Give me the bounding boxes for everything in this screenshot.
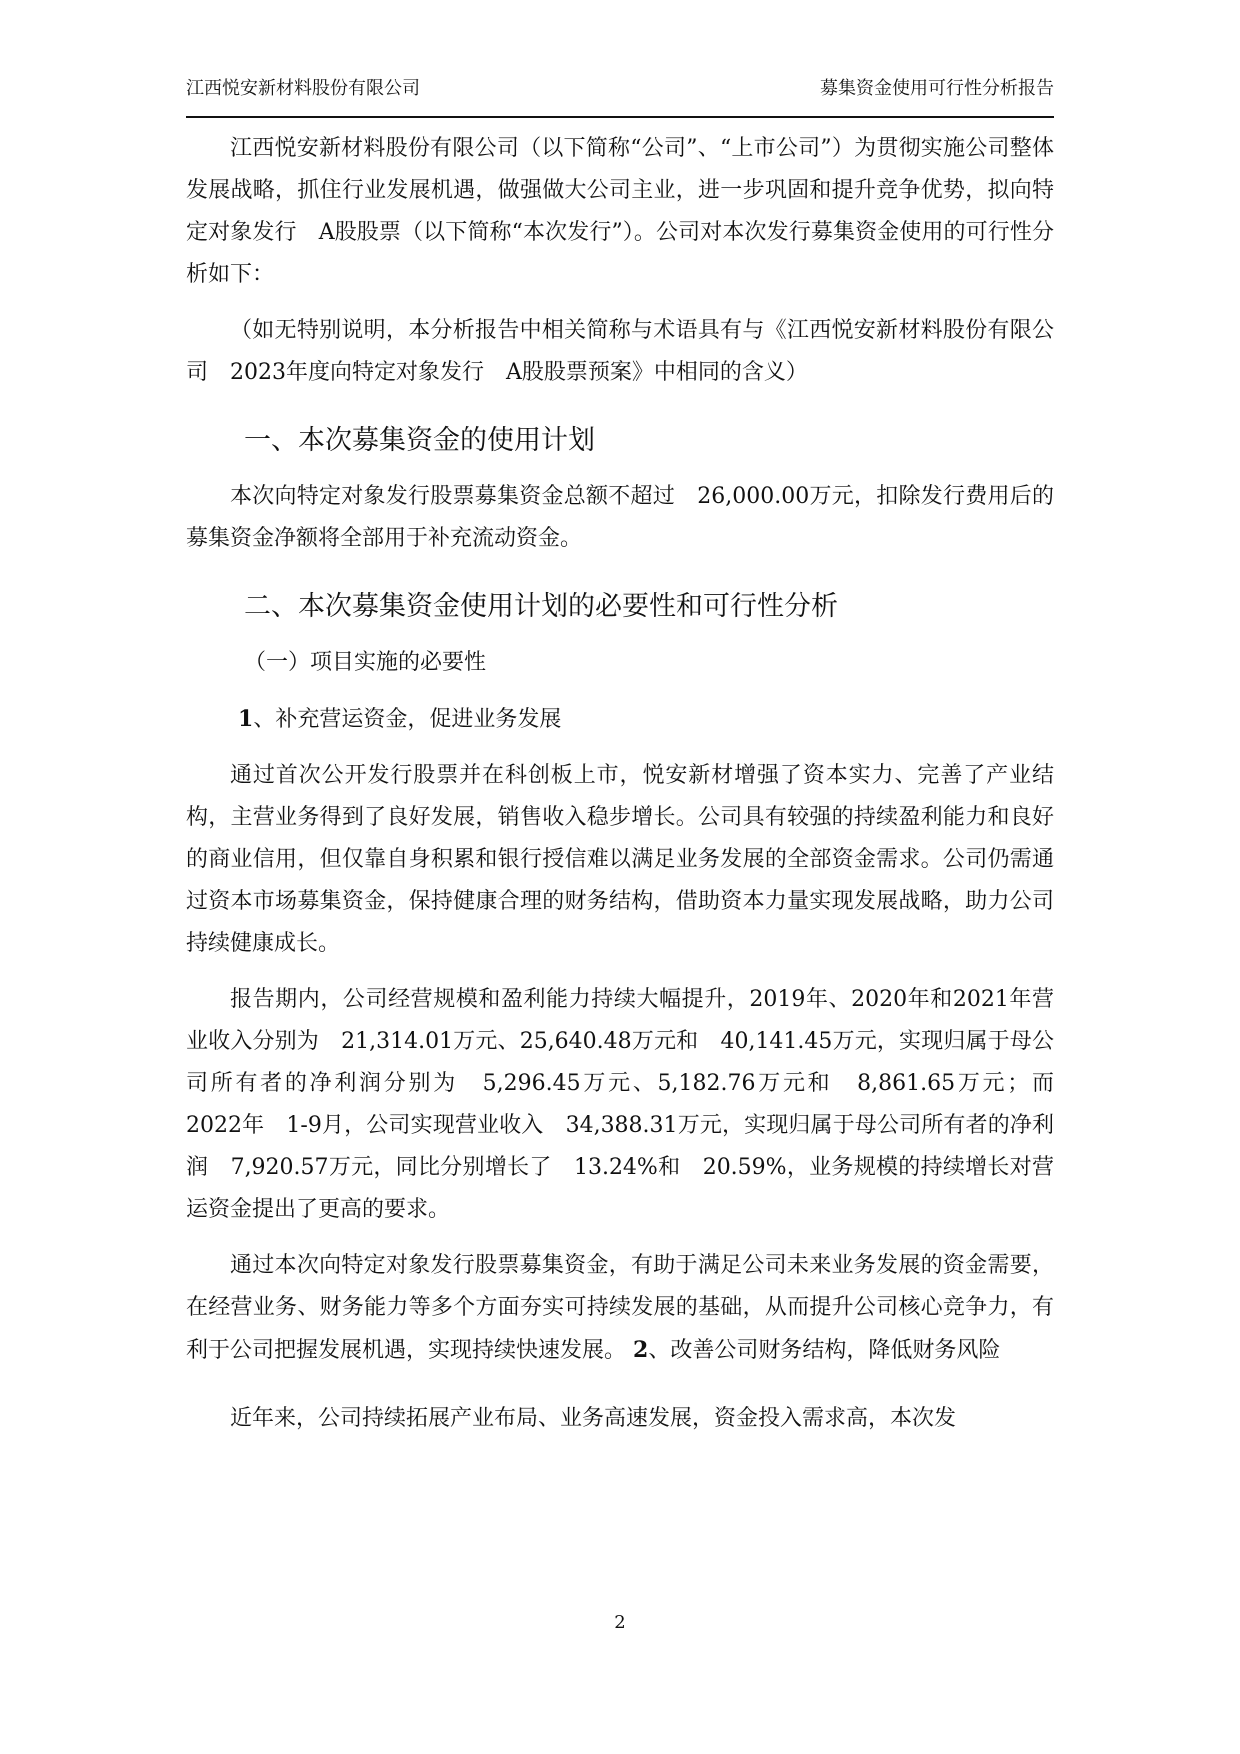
definition-note: （如无特别说明，本分析报告中相关简称与术语具有与《江西悦安新材料股份有限公司 2023年度向特定对象发行 A股股票预案》中相同的含义）	[186, 318, 1054, 385]
item-number: 1	[238, 706, 254, 732]
section-heading-1: 一、本次募集资金的使用计划	[244, 425, 595, 456]
paragraph-text: 通过本次向特定对象发行股票募集资金，有助于满足公司未来业务发展的资金需要，在经营业务、财务能力等多个方面夯实可持续发展的基础，从而提升公司核心竞争力，有利于公司把握发展机遇，实现持续快速发展。	[186, 1253, 1054, 1363]
document-body	[186, 128, 1077, 1440]
header-report-title: 募集资金使用可行性分析报告	[820, 78, 1054, 99]
funding-plan-paragraph: 本次向特定对象发行股票募集资金总额不超过 26,000.00万元，扣除发行费用后的募集资金净额将全部用于补充流动资金。	[186, 484, 1054, 551]
body-paragraph	[186, 1245, 1054, 1372]
item-title: 、改善公司财务结构，降低财务风险	[648, 1338, 1001, 1363]
body-paragraph: 近年来，公司持续拓展产业布局、业务高速发展，资金投入需求高，本次发	[230, 1406, 957, 1431]
subsection-heading-necessity: （一）项目实施的必要性	[244, 650, 487, 675]
page-number: 2	[614, 1612, 626, 1633]
section-heading-2: 二、本次募集资金使用计划的必要性和可行性分析	[244, 591, 838, 622]
item-heading-1	[186, 698, 1054, 741]
financials-paragraph: 报告期内，公司经营规模和盈利能力持续大幅提升，2019年、2020年和2021年营业收入分别为 21,314.01万元、25,640.48万元和 40,141.45万元，实现归属于母公司所有者的净利润分别为 5,296.45万元、5,182.76万元和 8,861.65万元；而 2022年 1-9月，公司实现营业收入 34,388.31万元，实现归属于母公司所有者的净利润 7,920.57万元，同比分别增长了 13.24%和 20.59%，业务规模的持续增长对营运资金提出了更高的要求。	[186, 987, 1077, 1222]
item-title: 、补充营运资金，促进业务发展	[253, 707, 562, 732]
body-paragraph: 通过首次公开发行股票并在科创板上市，悦安新材增强了资本实力、完善了产业结构，主营业务得到了良好发展，销售收入稳步增长。公司具有较强的持续盈利能力和良好的商业信用，但仅靠自身积累和银行授信难以满足业务发展的全部资金需求。公司仍需通过资本市场募集资金，保持健康合理的财务结构，借助资本力量实现发展战略，助力公司持续健康成长。	[186, 763, 1054, 956]
header-company-name: 江西悦安新材料股份有限公司	[186, 78, 420, 99]
item-number: 2	[633, 1337, 649, 1363]
intro-paragraph: 江西悦安新材料股份有限公司（以下简称“公司”、“上市公司”）为贯彻实施公司整体发展战略，抓住行业发展机遇，做强做大公司主业，进一步巩固和提升竞争优势，拟向特定对象发行 A股股票（以下简称“本次发行”）。公司对本次发行募集资金使用的可行性分析如下：	[186, 136, 1054, 287]
page-header	[186, 64, 1054, 118]
